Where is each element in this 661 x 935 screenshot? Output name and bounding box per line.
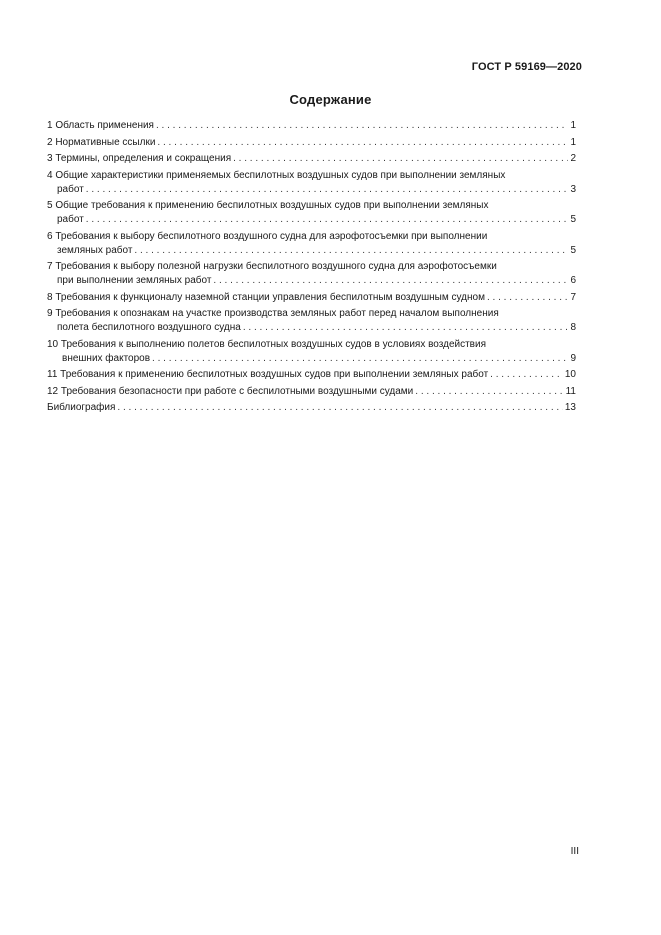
toc-page-number: 9 <box>570 352 576 364</box>
toc-entry-text: 6 Требования к выбору беспилотного воздушного судна для аэрофотосъемки при выполнении <box>47 230 488 242</box>
leader-dots <box>487 291 568 305</box>
leader-dots <box>86 183 569 197</box>
table-of-contents <box>47 119 576 418</box>
leader-dots <box>243 321 569 335</box>
toc-entry-text-cont: при выполнении земляных работ <box>57 275 212 286</box>
toc-entry[interactable] <box>47 199 576 227</box>
leader-dots <box>86 213 569 227</box>
toc-entry-text: 5 Общие требования к применению беспилотных воздушных судов при выполнении земляных <box>47 200 489 211</box>
toc-entry-text-cont: полета беспилотного воздушного судна <box>57 322 241 333</box>
toc-page-number: 5 <box>570 214 576 225</box>
toc-entry[interactable] <box>47 119 576 133</box>
toc-page-number: 7 <box>570 291 576 303</box>
toc-entry-text: Библиография <box>47 402 116 413</box>
standard-number: ГОСТ Р 59169—2020 <box>471 61 582 73</box>
toc-page-number: 2 <box>570 153 576 164</box>
toc-entry[interactable] <box>47 385 576 399</box>
toc-entry[interactable] <box>47 136 576 150</box>
toc-entry-text-cont: земляных работ <box>57 244 133 256</box>
leader-dots <box>233 152 568 166</box>
toc-entry-text: 3 Термины, определения и сокращения <box>47 153 232 164</box>
toc-entry-text: 8 Требования к функционалу наземной станции управления беспилотным воздушным судном <box>47 291 485 303</box>
toc-entry[interactable] <box>47 260 576 288</box>
leader-dots <box>213 274 568 288</box>
toc-page-number: 6 <box>570 275 576 286</box>
toc-page-number: 13 <box>564 402 576 413</box>
leader-dots <box>490 368 563 382</box>
toc-entry[interactable] <box>47 368 576 382</box>
toc-entry[interactable] <box>47 291 576 305</box>
toc-entry-text-cont: внешних факторов <box>62 352 151 364</box>
toc-entry-text: 9 Требования к опознакам на участке производства земляных работ перед началом выполнения <box>47 308 499 319</box>
toc-page-number: 1 <box>570 120 576 131</box>
toc-entry-text-cont: работ <box>57 214 84 225</box>
leader-dots <box>134 244 568 258</box>
toc-entry-text-cont: работ <box>57 183 84 195</box>
toc-entry[interactable] <box>47 307 576 335</box>
leader-dots <box>152 352 568 366</box>
toc-entry[interactable] <box>47 338 576 366</box>
toc-entry[interactable] <box>47 169 576 197</box>
toc-page-number: 3 <box>570 183 576 195</box>
leader-dots <box>157 136 568 150</box>
toc-entry-text: 11 Требования к применению беспилотных воздушных судов при выполнении земляных работ <box>47 369 489 380</box>
toc-page-number: 8 <box>570 322 576 333</box>
page-number-roman: III <box>570 846 579 857</box>
toc-entry[interactable] <box>47 230 576 258</box>
toc-entry-text: 1 Область применения <box>47 120 154 131</box>
toc-page-number: 10 <box>564 369 576 380</box>
leader-dots <box>156 119 568 133</box>
toc-entry-text: 2 Нормативные ссылки <box>47 136 156 148</box>
toc-page-number: 5 <box>570 244 576 256</box>
leader-dots <box>415 385 563 399</box>
toc-entry-text: 7 Требования к выбору полезной нагрузки беспилотного воздушного судна для аэрофотосъемки <box>47 261 497 272</box>
toc-entry-text: 10 Требования к выполнению полетов беспилотных воздушных судов в условиях воздействия <box>47 338 486 350</box>
toc-page-number: 11 <box>565 385 576 397</box>
toc-page-number: 1 <box>570 136 576 148</box>
toc-entry[interactable] <box>47 401 576 415</box>
toc-title: Содержание <box>289 92 372 107</box>
toc-entry-text: 4 Общие характеристики применяемых беспилотных воздушных судов при выполнении земляных <box>47 169 506 181</box>
toc-entry[interactable] <box>47 152 576 166</box>
leader-dots <box>117 401 562 415</box>
toc-entry-text: 12 Требования безопасности при работе с беспилотными воздушными судами <box>47 385 414 397</box>
